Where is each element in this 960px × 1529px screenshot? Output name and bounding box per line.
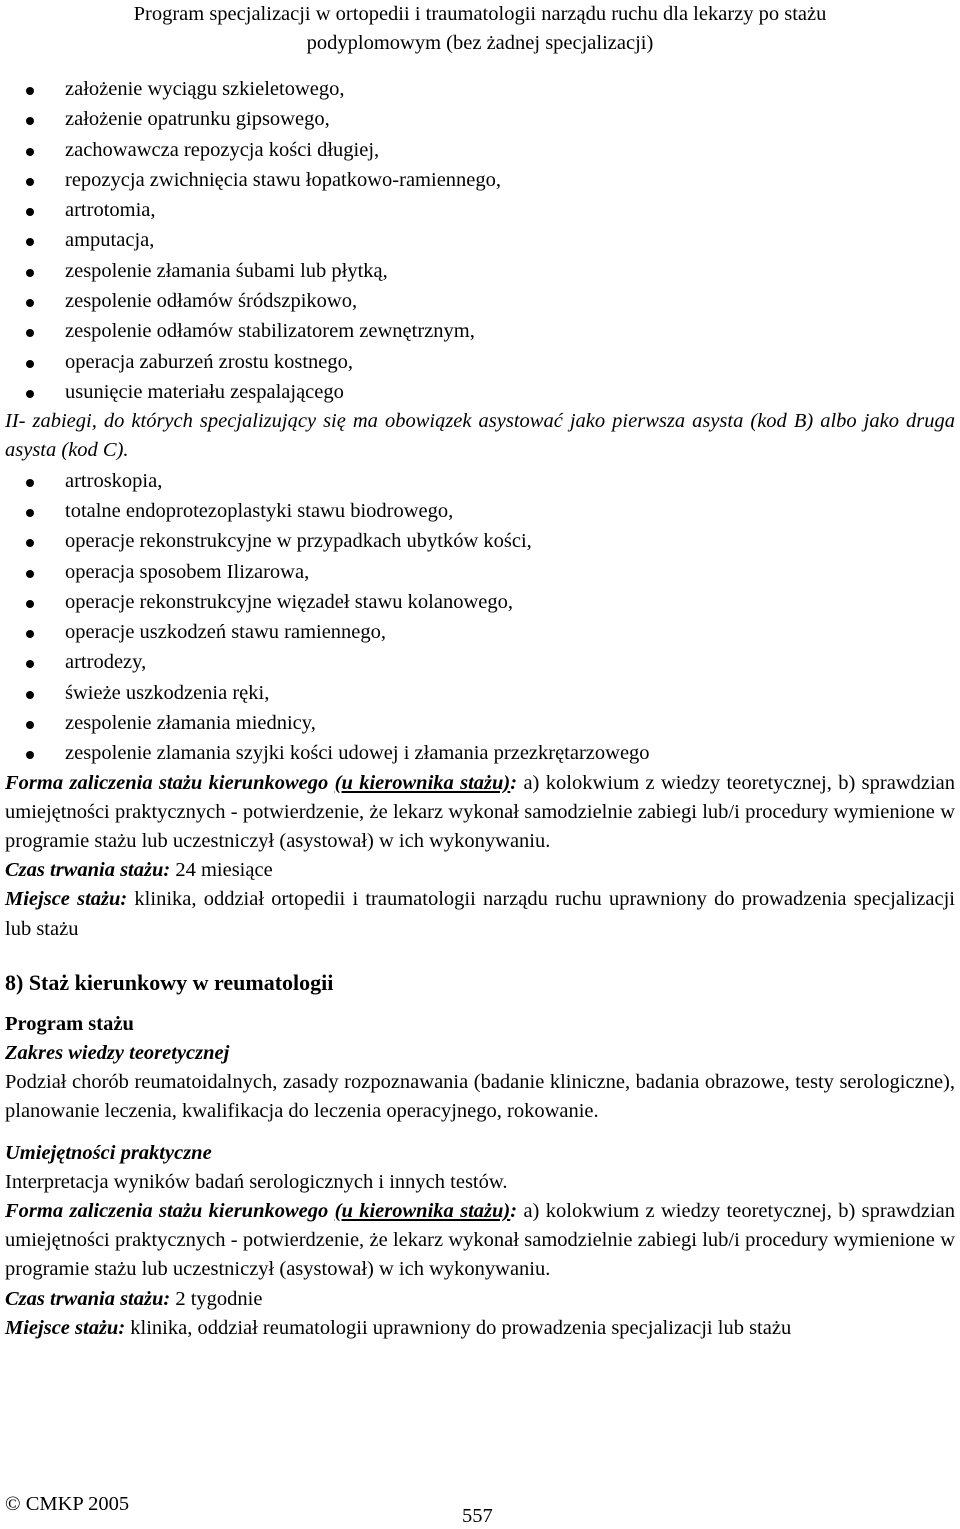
list-item [5,256,955,286]
list-item-text: założenie opatrunku gipsowego, [65,108,330,131]
bullet-icon [26,691,34,699]
list-item-text: zachowawcza repozycja kości długiej, [65,138,380,161]
page-number: 557 [462,1505,493,1527]
list-item [5,678,955,708]
list-item [5,587,955,617]
list-item [5,466,955,496]
page-header [0,0,960,58]
list-item [5,557,955,587]
bullet-icon [26,117,34,125]
list-item [5,617,955,647]
duration-label-2: Czas trwania stażu: [5,1287,171,1310]
bullet-icon [26,299,34,307]
intro-assist-procedures: II- zabiegi, do których specjalizujący się ma obowiązek asystować jako pierwsza asysta (kod B) albo jako druga asysta (kod C). [5,410,955,462]
list-item [5,377,955,407]
list-item [5,104,955,134]
header-line-2: podyplomowym (bez żadnej specjalizacji) [306,32,654,54]
list-item-text: założenie wyciągu szkieletowego, [65,78,345,100]
bullet-icon [26,570,34,578]
list-item-text: usunięcie materiału zespalającego [65,380,344,403]
skills-text: Interpretacja wyników badań serologicznych i innych testów. [5,1170,508,1193]
list-item [5,165,955,195]
program-heading: Program stażu [5,1012,134,1035]
place-label: Miejsce stażu: [5,888,128,911]
bullet-icon [26,630,34,638]
bullet-icon [26,390,34,398]
bullet-icon [26,539,34,547]
bullet-icon [26,479,34,487]
bullet-icon [26,721,34,729]
bullet-icon [26,751,34,759]
list-item-text: zespolenie odłamów stabilizatorem zewnętrznym, [65,320,475,343]
list-item-text: operacje uszkodzeń stawu ramiennego, [65,621,387,644]
list-item [5,708,955,738]
list-item-text: amputacja, [65,229,155,252]
list-item [5,135,955,165]
list-item [5,738,955,768]
theory-heading: Zakres wiedzy teoretycznej [5,1042,230,1065]
document-body [5,74,955,1343]
completion-form-paragraph-2 [5,1197,955,1285]
bullet-icon [26,660,34,668]
list-item-text: operacje rekonstrukcyjne więzadeł stawu kolanowego, [65,590,513,613]
list-item [5,74,955,104]
completion-form-label-2: Forma zaliczenia stażu kierunkowego (u kierownika stażu): [5,1200,518,1223]
list-item-text: świeże uszkodzenia ręki, [65,681,270,704]
bullet-icon [26,269,34,277]
bullet-icon [26,360,34,368]
theory-text: Podział chorób reumatoidalnych, zasady rozpoznawania (badanie kliniczne, badania obrazowe, testy serologiczne), planowanie leczenia, kwalifikacja do leczenia operacyjnego, rokowanie. [5,1071,955,1123]
list-item-text: operacja sposobem Ilizarowa, [65,560,310,583]
completion-form-paragraph [5,769,955,857]
duration-line [5,856,955,885]
place-paragraph-2 [5,1314,955,1343]
list-item-text: operacja zaburzeń zrostu kostnego, [65,350,354,373]
duration-label: Czas trwania stażu: [5,859,171,882]
list-item [5,347,955,377]
list-item-text: artrodezy, [65,651,147,674]
list-item [5,496,955,526]
list-item-text: zespolenie złamania miednicy, [65,712,316,735]
procedure-list-a [5,74,955,407]
list-item [5,195,955,225]
bullet-icon [26,329,34,337]
completion-form-text: a) kolokwium z wiedzy teoretycznej, b) sprawdzian umiejętności praktycznych - potwierdzenie, że lekarz wykonał samodzielnie zabiegi lub/i procedury wymienione w programie stażu lub uczestniczył (asystował) w ich wykonywaniu. [5,771,956,853]
list-item-text: zespolenie zlamania szyjki kości udowej i złamania przezkrętarzowego [65,742,650,765]
list-item-text: operacje rekonstrukcyjne w przypadkach ubytków kości, [65,530,532,553]
list-item-text: repozycja zwichnięcia stawu łopatkowo-ramiennego, [65,168,502,191]
list-item-text: totalne endoprotezoplastyki stawu biodrowego, [65,499,454,522]
bullet-icon [26,178,34,186]
completion-form-text-2: a) kolokwium z wiedzy teoretycznej, b) sprawdzian umiejętności praktycznych - potwierdzenie, że lekarz wykonał samodzielnie zabiegi lub/i procedury wymienione w programie stażu lub uczestniczył (asystował) w ich wykonywaniu. [5,1200,956,1281]
completion-form-label: Forma zaliczenia stażu kierunkowego (u kierownika stażu): [5,771,518,794]
place-label-2: Miejsce stażu: [5,1316,126,1339]
list-item-text: artroskopia, [65,469,163,492]
list-item [5,526,955,556]
procedure-list-b [5,466,955,769]
copyright-footer: © CMKP 2005 [5,1493,130,1515]
list-item-text: artrotomia, [65,199,156,222]
list-item [5,647,955,677]
bullet-icon [26,509,34,517]
place-paragraph [5,885,955,943]
duration-value-2: 2 tygodnie [170,1287,263,1310]
list-item [5,286,955,316]
bullet-icon [26,148,34,156]
bullet-icon [26,238,34,246]
list-item [5,225,955,255]
header-line-1: Program specjalizacji w ortopedii i traumatologii narządu ruchu dla lekarzy po stażu [133,3,827,25]
bullet-icon [26,600,34,608]
list-item-text: zespolenie odłamów śródszpikowo, [65,290,358,313]
place-value-2: klinika, oddział reumatologii uprawniony do prowadzenia specjalizacji lub stażu [125,1316,792,1339]
duration-line-2 [5,1285,955,1314]
bullet-icon [26,87,34,95]
skills-heading: Umiejętności praktyczne [5,1141,212,1164]
duration-value: 24 miesiące [170,859,273,882]
section-8-title: 8) Staż kierunkowy w reumatologii [5,969,334,995]
bullet-icon [26,208,34,216]
list-item-text: zespolenie złamania śubami lub płytką, [65,259,388,282]
list-item [5,316,955,346]
place-value: klinika, oddział ortopedii i traumatologii narządu ruchu uprawniony do prowadzenia specjalizacji lub stażu [5,888,955,940]
